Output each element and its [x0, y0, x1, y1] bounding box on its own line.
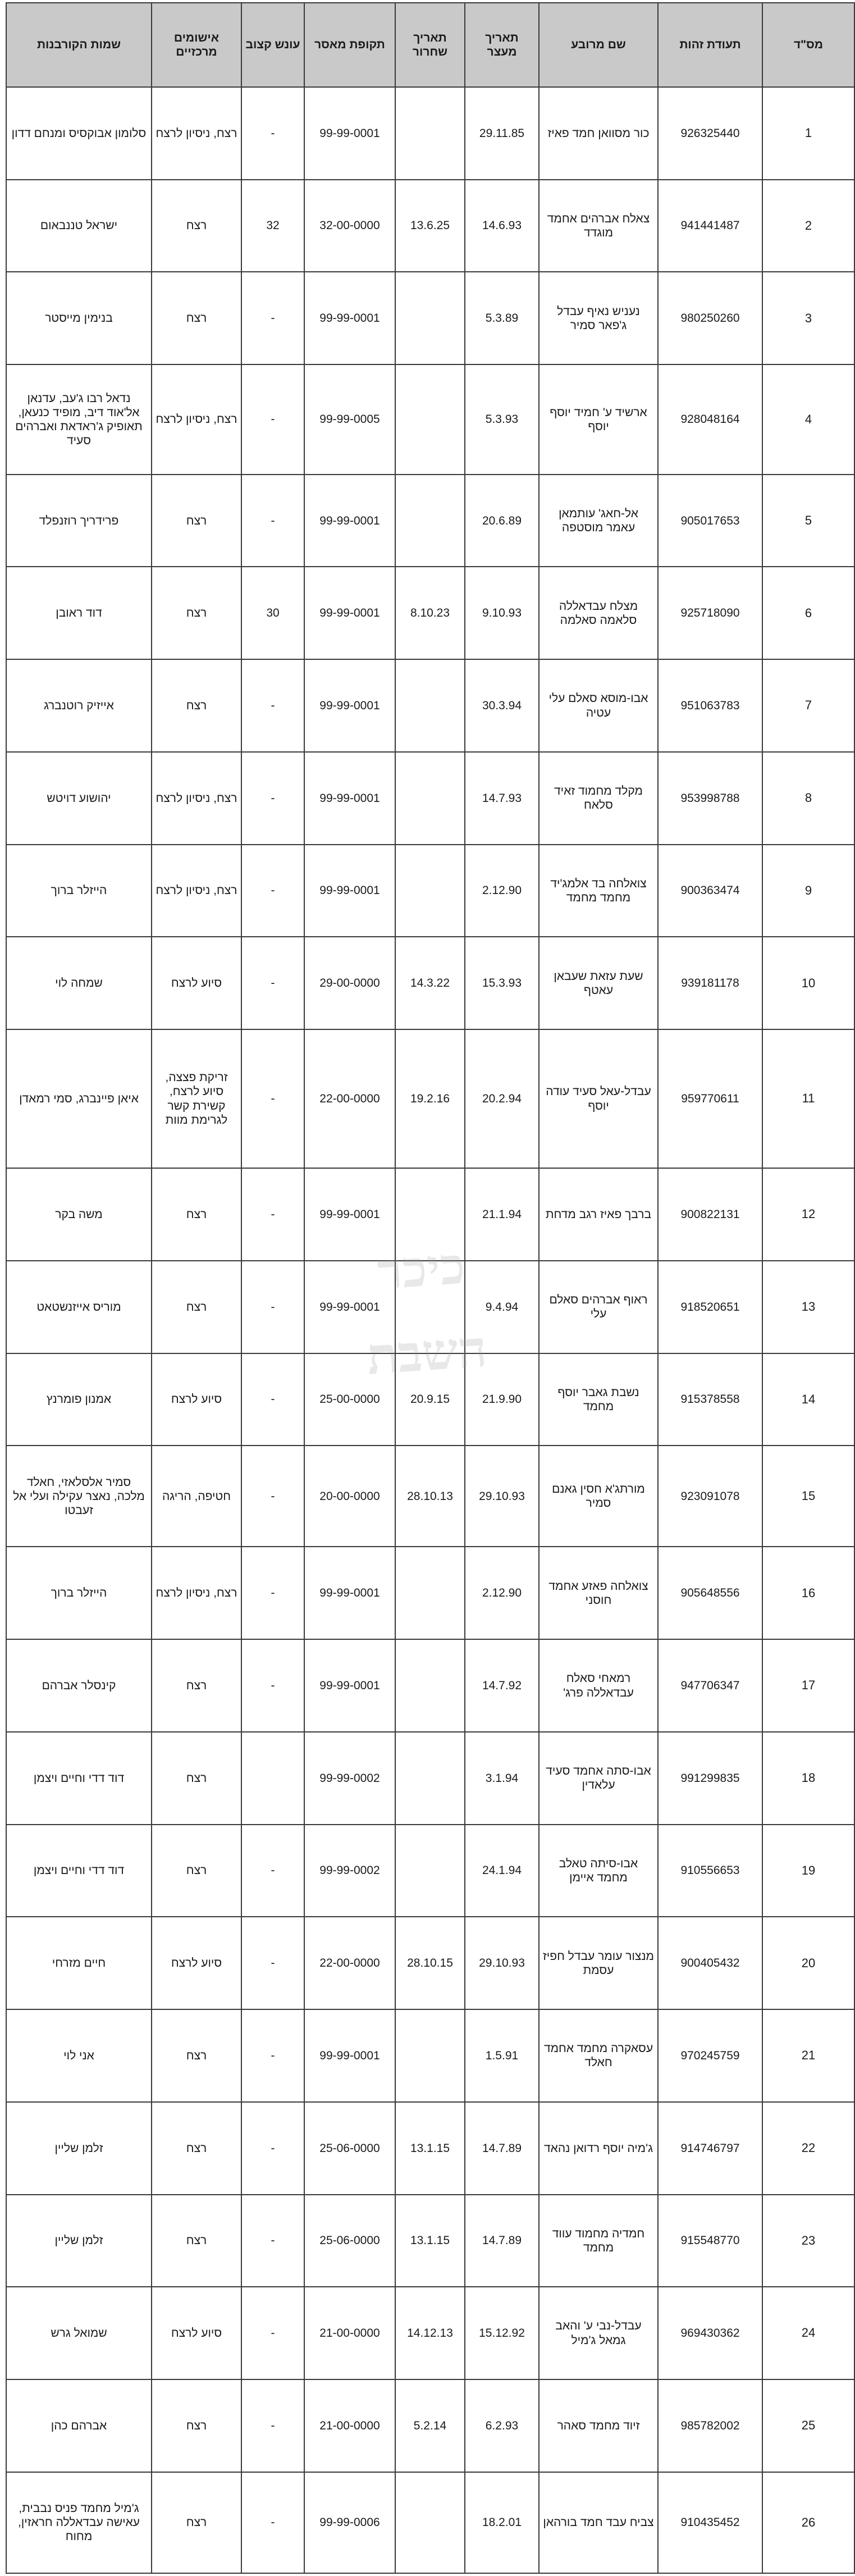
row-arrest-date: 6.2.93: [465, 2379, 539, 2472]
row-release-date: 14.3.22: [395, 937, 465, 1029]
row-release-date: [395, 2009, 465, 2102]
row-term: 99-99-0001: [304, 272, 395, 364]
row-arrest-date: 9.4.94: [465, 1261, 539, 1353]
header-victims: שמות הקורבנות: [6, 3, 152, 87]
prisoners-table: [6, 2, 855, 2574]
row-name: צואלחה פאזע אחמד חוסני: [539, 1547, 658, 1639]
row-serial: 8: [762, 752, 854, 845]
row-charges: רצח: [152, 2472, 241, 2573]
row-serial: 11: [762, 1029, 854, 1168]
row-serial: 15: [762, 1446, 854, 1547]
row-term: 21-00-0000: [304, 2287, 395, 2379]
row-name: כור מסוואן חמד פאיז: [539, 87, 658, 180]
row-id: 970245759: [658, 2009, 762, 2102]
row-victims: דוד דדי וחיים ויצמן: [6, 1732, 152, 1825]
row-id: 914746797: [658, 2102, 762, 2195]
row-charges: סיוע לרצח: [152, 1353, 241, 1446]
row-id: 915378558: [658, 1353, 762, 1446]
row-fixed-sentence: -: [241, 272, 304, 364]
row-fixed-sentence: -: [241, 937, 304, 1029]
row-fixed-sentence: -: [241, 845, 304, 937]
table-row: [6, 1732, 854, 1825]
table-row: [6, 2379, 854, 2472]
row-name: זיוד מחמד סאהר: [539, 2379, 658, 2472]
row-term: 99-99-0001: [304, 87, 395, 180]
row-fixed-sentence: -: [241, 475, 304, 567]
row-charges: רצח: [152, 1639, 241, 1732]
row-name: עסאקרה מחמד אחמד חאלד: [539, 2009, 658, 2102]
row-release-date: [395, 659, 465, 752]
row-release-date: [395, 1168, 465, 1261]
row-victims: מוריס אייזנשטאט: [6, 1261, 152, 1353]
row-fixed-sentence: -: [241, 1917, 304, 2009]
row-charges: רצח: [152, 2102, 241, 2195]
row-arrest-date: 21.1.94: [465, 1168, 539, 1261]
table-row: [6, 1917, 854, 2009]
row-term: 99-99-0005: [304, 364, 395, 475]
row-victims: שמואל גרש: [6, 2287, 152, 2379]
row-victims: אברהם כהן: [6, 2379, 152, 2472]
row-name: מורתג'א חסין גאנם סמיר: [539, 1446, 658, 1547]
row-charges: סיוע לרצח: [152, 937, 241, 1029]
header-arrest-date: תאריך מעצר: [465, 3, 539, 87]
row-name: צביח עבד חמד בורהאן: [539, 2472, 658, 2573]
table-row: [6, 845, 854, 937]
row-name: שעת עזאת שעבאן עאטף: [539, 937, 658, 1029]
row-fixed-sentence: -: [241, 87, 304, 180]
row-release-date: [395, 272, 465, 364]
row-release-date: [395, 364, 465, 475]
row-term: 99-99-0001: [304, 752, 395, 845]
table-row: [6, 1825, 854, 1917]
row-serial: 5: [762, 475, 854, 567]
row-arrest-date: 2.12.90: [465, 1547, 539, 1639]
row-id: 910556653: [658, 1825, 762, 1917]
row-victims: יהושוע דויטש: [6, 752, 152, 845]
row-arrest-date: 29.10.93: [465, 1446, 539, 1547]
table-header-row: [6, 3, 854, 87]
row-term: 99-99-0001: [304, 2009, 395, 2102]
row-victims: זלמן שליין: [6, 2195, 152, 2287]
row-term: 32-00-0000: [304, 180, 395, 272]
row-name: נעניש נאיף עבדל ג'פאר סמיר: [539, 272, 658, 364]
row-serial: 20: [762, 1917, 854, 2009]
row-id: 905648556: [658, 1547, 762, 1639]
row-term: 25-06-0000: [304, 2195, 395, 2287]
table-row: [6, 1446, 854, 1547]
row-name: אבו-מוסא סאלם עלי עטיה: [539, 659, 658, 752]
row-charges: רצח, ניסיון לרצח: [152, 752, 241, 845]
row-charges: רצח, ניסיון לרצח: [152, 1547, 241, 1639]
row-charges: רצח, ניסיון לרצח: [152, 845, 241, 937]
row-fixed-sentence: -: [241, 1353, 304, 1446]
row-arrest-date: 9.10.93: [465, 567, 539, 659]
row-serial: 24: [762, 2287, 854, 2379]
row-id: 980250260: [658, 272, 762, 364]
table-row: [6, 475, 854, 567]
row-release-date: 8.10.23: [395, 567, 465, 659]
row-term: 99-99-0001: [304, 1168, 395, 1261]
row-id: 939181178: [658, 937, 762, 1029]
row-term: 99-99-0002: [304, 1825, 395, 1917]
row-charges: רצח, ניסיון לרצח: [152, 364, 241, 475]
table-row: [6, 567, 854, 659]
row-fixed-sentence: -: [241, 2379, 304, 2472]
row-term: 99-99-0001: [304, 1261, 395, 1353]
row-charges: חטיפה, הריגה: [152, 1446, 241, 1547]
row-serial: 1: [762, 87, 854, 180]
row-id: 985782002: [658, 2379, 762, 2472]
row-release-date: 19.2.16: [395, 1029, 465, 1168]
row-fixed-sentence: [241, 1732, 304, 1825]
row-term: 99-99-0006: [304, 2472, 395, 2573]
row-release-date: [395, 2472, 465, 2573]
row-fixed-sentence: -: [241, 1168, 304, 1261]
row-fixed-sentence: -: [241, 2287, 304, 2379]
row-term: 99-99-0001: [304, 567, 395, 659]
row-victims: הייזלר ברוך: [6, 1547, 152, 1639]
row-arrest-date: 2.12.90: [465, 845, 539, 937]
table-row: [6, 1168, 854, 1261]
table-row: [6, 272, 854, 364]
row-victims: איאן פיינברג, סמי רמאדן: [6, 1029, 152, 1168]
row-serial: 12: [762, 1168, 854, 1261]
row-victims: אני לוי: [6, 2009, 152, 2102]
row-name: עבדל-נבי ע' והאב גמאל ג'מיל: [539, 2287, 658, 2379]
row-id: 918520651: [658, 1261, 762, 1353]
row-fixed-sentence: 32: [241, 180, 304, 272]
row-release-date: 28.10.15: [395, 1917, 465, 2009]
row-release-date: [395, 1732, 465, 1825]
row-id: 991299835: [658, 1732, 762, 1825]
row-victims: ישראל טננבאום: [6, 180, 152, 272]
row-arrest-date: 14.7.93: [465, 752, 539, 845]
row-release-date: 13.1.15: [395, 2102, 465, 2195]
row-arrest-date: 20.6.89: [465, 475, 539, 567]
row-fixed-sentence: -: [241, 1446, 304, 1547]
row-arrest-date: 14.7.92: [465, 1639, 539, 1732]
row-term: 99-99-0001: [304, 659, 395, 752]
row-term: 25-00-0000: [304, 1353, 395, 1446]
table-row: [6, 1547, 854, 1639]
row-fixed-sentence: -: [241, 2472, 304, 2573]
row-fixed-sentence: -: [241, 2009, 304, 2102]
table-row: [6, 2102, 854, 2195]
row-serial: 13: [762, 1261, 854, 1353]
row-term: 99-99-0001: [304, 1547, 395, 1639]
row-victims: שמחה לוי: [6, 937, 152, 1029]
row-charges: רצח: [152, 2379, 241, 2472]
row-victims: חיים מזרחי: [6, 1917, 152, 2009]
row-release-date: [395, 87, 465, 180]
row-serial: 10: [762, 937, 854, 1029]
row-arrest-date: 15.12.92: [465, 2287, 539, 2379]
row-term: 99-99-0001: [304, 475, 395, 567]
row-fixed-sentence: 30: [241, 567, 304, 659]
row-term: 22-00-0000: [304, 1917, 395, 2009]
row-arrest-date: 5.3.93: [465, 364, 539, 475]
row-serial: 21: [762, 2009, 854, 2102]
row-serial: 7: [762, 659, 854, 752]
row-term: 22-00-0000: [304, 1029, 395, 1168]
row-charges: רצח: [152, 2195, 241, 2287]
row-name: ראוף אברהים סאלם עלי: [539, 1261, 658, 1353]
table-body: [6, 87, 854, 2573]
row-id: 910435452: [658, 2472, 762, 2573]
row-release-date: [395, 845, 465, 937]
row-serial: 17: [762, 1639, 854, 1732]
row-release-date: [395, 1547, 465, 1639]
row-name: עבדל-עאל סעיד עודה יוסף: [539, 1029, 658, 1168]
row-release-date: 28.10.13: [395, 1446, 465, 1547]
row-serial: 18: [762, 1732, 854, 1825]
row-name: נשבת גאבר יוסף מחמד: [539, 1353, 658, 1446]
row-fixed-sentence: -: [241, 659, 304, 752]
row-name: אל-חאג' עותמאן עאמר מוסטפה: [539, 475, 658, 567]
row-arrest-date: 15.3.93: [465, 937, 539, 1029]
row-name: מקלד מחמוד זאיד סלאח: [539, 752, 658, 845]
row-charges: רצח: [152, 1825, 241, 1917]
table-row: [6, 180, 854, 272]
row-charges: רצח: [152, 1732, 241, 1825]
row-name: אבו-סיתה טאלב מחמד איימן: [539, 1825, 658, 1917]
row-release-date: 13.1.15: [395, 2195, 465, 2287]
row-serial: 14: [762, 1353, 854, 1446]
header-serial: מס"ד: [762, 3, 854, 87]
row-victims: בנימין מייסטר: [6, 272, 152, 364]
row-charges: רצח, ניסיון לרצח: [152, 87, 241, 180]
row-release-date: [395, 1639, 465, 1732]
row-victims: אייזיק רוטנברג: [6, 659, 152, 752]
row-arrest-date: 14.7.89: [465, 2102, 539, 2195]
row-serial: 22: [762, 2102, 854, 2195]
row-serial: 19: [762, 1825, 854, 1917]
row-release-date: 20.9.15: [395, 1353, 465, 1446]
row-charges: זריקת פצצה, סיוע לרצח, קשירת קשר לגרימת מוות: [152, 1029, 241, 1168]
row-fixed-sentence: -: [241, 2195, 304, 2287]
row-fixed-sentence: -: [241, 1029, 304, 1168]
table-row: [6, 1639, 854, 1732]
row-id: 959770611: [658, 1029, 762, 1168]
row-arrest-date: 3.1.94: [465, 1732, 539, 1825]
row-term: 20-00-0000: [304, 1446, 395, 1547]
row-charges: סיוע לרצח: [152, 2287, 241, 2379]
table-row: [6, 659, 854, 752]
row-arrest-date: 29.11.85: [465, 87, 539, 180]
table-row: [6, 1029, 854, 1168]
row-serial: 4: [762, 364, 854, 475]
row-id: 951063783: [658, 659, 762, 752]
row-victims: סמיר אלסלאזי, חאלד מלכה, נאצר עקילה ועלי אל זעבטו: [6, 1446, 152, 1547]
row-charges: רצח: [152, 1261, 241, 1353]
row-serial: 23: [762, 2195, 854, 2287]
table-row: [6, 2472, 854, 2573]
row-victims: סלומון אבוקסיס ומנחם דדון: [6, 87, 152, 180]
row-arrest-date: 21.9.90: [465, 1353, 539, 1446]
table-row: [6, 87, 854, 180]
row-fixed-sentence: -: [241, 1825, 304, 1917]
row-release-date: [395, 1261, 465, 1353]
row-charges: רצח: [152, 567, 241, 659]
row-charges: רצח: [152, 475, 241, 567]
row-release-date: 5.2.14: [395, 2379, 465, 2472]
table-row: [6, 752, 854, 845]
row-fixed-sentence: -: [241, 1261, 304, 1353]
row-release-date: 13.6.25: [395, 180, 465, 272]
row-name: צאלח אברהים אחמד מוגדד: [539, 180, 658, 272]
row-id: 905017653: [658, 475, 762, 567]
row-serial: 2: [762, 180, 854, 272]
row-victims: משה בקר: [6, 1168, 152, 1261]
header-charges: אישומים מרכזיים: [152, 3, 241, 87]
row-charges: רצח: [152, 2009, 241, 2102]
row-arrest-date: 5.3.89: [465, 272, 539, 364]
row-id: 923091078: [658, 1446, 762, 1547]
row-term: 99-99-0002: [304, 1732, 395, 1825]
table-row: [6, 1261, 854, 1353]
row-id: 900405432: [658, 1917, 762, 2009]
row-name: צואלחה בד אלמג'יד מחמד מחמד: [539, 845, 658, 937]
row-serial: 25: [762, 2379, 854, 2472]
row-name: ג'מיה יוסף רדואן נהאד: [539, 2102, 658, 2195]
row-fixed-sentence: -: [241, 364, 304, 475]
document-page: [6, 2, 824, 2574]
row-release-date: [395, 1825, 465, 1917]
row-arrest-date: 14.6.93: [465, 180, 539, 272]
row-victims: פרידריך רוזנפלד: [6, 475, 152, 567]
row-id: 941441487: [658, 180, 762, 272]
row-name: אבו-סתה אחמד סעיד עלאדין: [539, 1732, 658, 1825]
row-serial: 26: [762, 2472, 854, 2573]
row-fixed-sentence: -: [241, 752, 304, 845]
row-id: 925718090: [658, 567, 762, 659]
row-arrest-date: 20.2.94: [465, 1029, 539, 1168]
row-name: חמדיה מחמוד עווד מחמד: [539, 2195, 658, 2287]
header-term: תקופת מאסר: [304, 3, 395, 87]
header-name: שם מרובע: [539, 3, 658, 87]
row-name: רמאחי סאלח עבדאללה פרג': [539, 1639, 658, 1732]
table-row: [6, 1353, 854, 1446]
row-id: 947706347: [658, 1639, 762, 1732]
row-victims: ג'מיל מחמד פניס נבבית, עאישה עבדאללה חראזין, מחוח: [6, 2472, 152, 2573]
row-release-date: [395, 752, 465, 845]
row-name: מצלח עבדאללה סלאמה סאלמה: [539, 567, 658, 659]
row-victims: אמנון פומרנץ: [6, 1353, 152, 1446]
row-name: ארשיד ע' חמיד יוסף יוסף: [539, 364, 658, 475]
row-charges: רצח: [152, 659, 241, 752]
row-id: 926325440: [658, 87, 762, 180]
row-id: 900822131: [658, 1168, 762, 1261]
row-serial: 16: [762, 1547, 854, 1639]
row-serial: 6: [762, 567, 854, 659]
table-row: [6, 2287, 854, 2379]
row-arrest-date: 1.5.91: [465, 2009, 539, 2102]
row-arrest-date: 30.3.94: [465, 659, 539, 752]
row-fixed-sentence: -: [241, 2102, 304, 2195]
row-id: 928048164: [658, 364, 762, 475]
watermark-logo: כיכר השבת: [365, 1235, 489, 1387]
row-fixed-sentence: -: [241, 1639, 304, 1732]
row-charges: רצח: [152, 272, 241, 364]
row-term: 99-99-0001: [304, 845, 395, 937]
row-serial: 9: [762, 845, 854, 937]
row-term: 25-06-0000: [304, 2102, 395, 2195]
row-victims: קינסלר אברהם: [6, 1639, 152, 1732]
row-victims: דוד דדי וחיים ויצמן: [6, 1825, 152, 1917]
table-row: [6, 364, 854, 475]
row-arrest-date: 18.2.01: [465, 2472, 539, 2573]
row-term: 99-99-0001: [304, 1639, 395, 1732]
row-id: 900363474: [658, 845, 762, 937]
row-charges: רצח: [152, 1168, 241, 1261]
row-id: 969430362: [658, 2287, 762, 2379]
row-victims: הייזלר ברוך: [6, 845, 152, 937]
row-name: מנצור עומר עבדל חפיז עסמת: [539, 1917, 658, 2009]
header-release-date: תאריך שחרור: [395, 3, 465, 87]
row-release-date: 14.12.13: [395, 2287, 465, 2379]
row-term: 21-00-0000: [304, 2379, 395, 2472]
row-charges: סיוע לרצח: [152, 1917, 241, 2009]
row-charges: רצח: [152, 180, 241, 272]
row-serial: 3: [762, 272, 854, 364]
header-id: תעודת זהות: [658, 3, 762, 87]
row-arrest-date: 14.7.89: [465, 2195, 539, 2287]
row-victims: נדאל רבו ג'עב, עדנאן אל'אוד דיב, מופיד כנעאן, תאופיק ג'ראדאת ואברהים סעיד: [6, 364, 152, 475]
row-fixed-sentence: -: [241, 1547, 304, 1639]
table-row: [6, 937, 854, 1029]
row-release-date: [395, 475, 465, 567]
row-arrest-date: 24.1.94: [465, 1825, 539, 1917]
table-row: [6, 2009, 854, 2102]
row-name: ברבך פאיז רגב מדחת: [539, 1168, 658, 1261]
table-row: [6, 2195, 854, 2287]
row-victims: זלמן שליין: [6, 2102, 152, 2195]
row-id: 953998788: [658, 752, 762, 845]
row-arrest-date: 29.10.93: [465, 1917, 539, 2009]
row-victims: דוד ראובן: [6, 567, 152, 659]
header-fixed-sentence: עונש קצוב: [241, 3, 304, 87]
row-id: 915548770: [658, 2195, 762, 2287]
row-term: 29-00-0000: [304, 937, 395, 1029]
